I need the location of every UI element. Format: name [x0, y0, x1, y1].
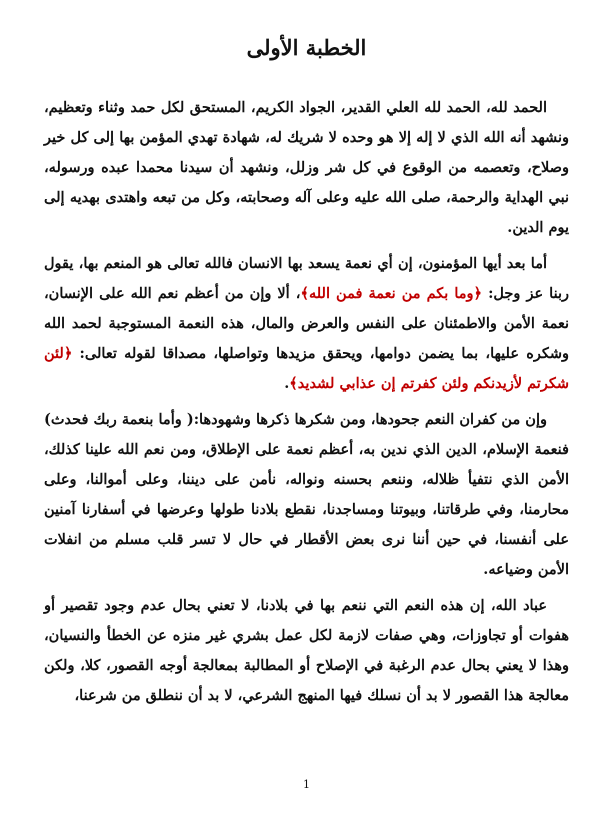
quran-quote-1: ﴿وما بكم من نعمة فمن الله﴾	[300, 285, 483, 302]
paragraph-2-text-2: ، ألا وإن من أعظم نعم الله على الإنسان، نعمة الأمن والاطمئنان على النفس والعرض والمال، هذه النعمة المستوجبة لحمد الله وشكره عليها، بما يضمن دوامها، ويحقق مزيدها وتواصلها، مصداقا لقوله تعالى:	[44, 285, 569, 362]
quran-quote-2: ﴿لئن شكرتم لأزيدنكم ولئن كفرتم إن عذابي لشديد﴾	[44, 345, 569, 392]
paragraph-3: وإن من كفران النعم جحودها، ومن شكرها ذكرها وشهودها:( وأما بنعمة ربك فحدث) فنعمة الإسلام، الدين الذي ندين به، أعظم نعمة على الإطلاق، ومن نعم الله علينا كذلك، الأمن الذي نتفيأ ظلاله، وننعم بحسنه ونواله، نأمن على ديننا، وعلى أموالنا، وعلى محارمنا، وفي طرقاتنا، وبيوتنا ومساجدنا، نقطع بلادنا طولها وعرضها في أسفارنا آمنين على أنفسنا، في حين أننا نرى بعض الأقطار في حال لا تسر قلب مسلم من انفلات الأمن وضياعه.	[44, 411, 569, 578]
paragraph-2	[44, 249, 569, 399]
paragraph-2-text-1: أما بعد أيها المؤمنون، إن أي نعمة يسعد بها الانسان فالله تعالى هو المنعم بها، يقول ربنا عز وجل:	[44, 255, 569, 302]
page-number: 1	[303, 778, 310, 791]
body-text	[44, 93, 569, 717]
paragraph-4: عباد الله، إن هذه النعم التي ننعم بها في بلادنا، لا تعني بحال عدم وجود تقصير أو هفوات أو تجاوزات، وهي صفات لازمة لكل عمل بشري غير منزه عن الخطأ والنسيان، وهذا لا يعني بحال عدم الرغبة في الإصلاح أو المطالبة بمعالجة أوجه القصور، كلا، ولكن معالجة هذا القصور لا بد أن نسلك فيها المنهج الشرعي، لا بد أن ننطلق من شرعنا،	[44, 597, 569, 704]
paragraph-1: الحمد لله، الحمد لله العلي القدير، الجواد الكريم، المستحق لكل حمد وثناء وتعظيم، ونشهد أنه الله الذي لا إله إلا هو وحده لا شريك له، شهادة تهدي المؤمن بها إلى كل خير وصلاح، وتعصمه من الوقوع في كل شر وزلل، ونشهد أن سيدنا محمدا عبده ورسوله، نبي الهداية والرحمة، صلى الله عليه وعلى آله وصحابته، وكل من تبعه واهتدى بهديه إلى يوم الدين.	[44, 99, 570, 236]
paragraph-2-text-3: .	[284, 375, 290, 392]
page-title: الخطبة الأولى	[246, 35, 367, 60]
